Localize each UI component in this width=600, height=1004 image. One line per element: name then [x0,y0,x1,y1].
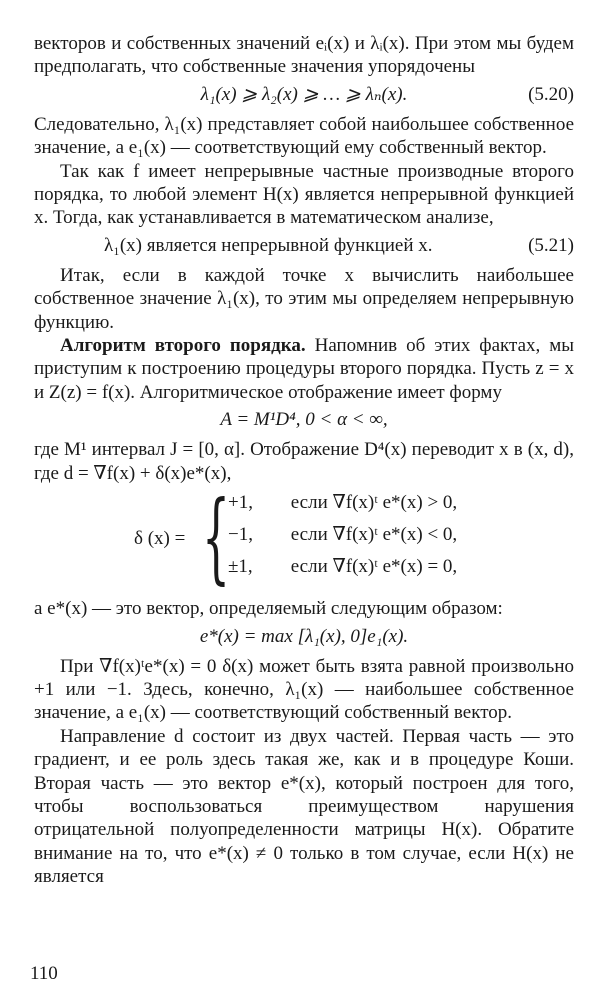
left-brace-icon: { [202,481,231,596]
paragraph-1: векторов и собственных значений eᵢ(x) и λᵢ(x). При этом мы будем предполагать, что собственные значения упорядочены [34,33,574,78]
delta-case-condition: если ∇f(x)ᵗ e*(x) > 0, [290,492,458,514]
delta-case-row [228,491,457,514]
equation-5-21 [34,234,574,260]
delta-case-sign: −1, [228,524,253,546]
paragraph-2: Следовательно, λ₁(x) представляет собой наибольшее собственное значение, а e₁(x) — соответствующий ему собственный вектор. [34,113,574,159]
delta-case-row [228,523,457,546]
section-heading: Алгоритм второго порядка. [60,335,306,357]
paragraph-3: Так как f имеет непрерывные частные производные второго порядка, то любой элемент H(x) является непрерывной функцией x. Тогда, как устанавливается в математическом анализе, [34,160,574,229]
equation-algorithmic-map [34,408,574,434]
delta-case-row [228,555,457,578]
equation-5-21-number: (5.21) [528,234,574,256]
paragraph-9: Направление d состоит из двух частей. Первая часть — это градиент, и ее роль здесь такая же, как и в процедуре Коши. Вторая часть — это вектор e*(x), который построен для того, чтобы воспользоваться преимуществом нарушения отрицательной полуопределенности матрицы H(x). Обратите внимание на то, что e*(x) ≠ 0 только в том случае, если H(x) не является [34,725,574,888]
delta-case-condition: если ∇f(x)ᵗ e*(x) = 0, [290,556,458,578]
page-number: 110 [30,963,58,984]
equation-algorithmic-map-body: A = M¹D⁴, 0 < α < ∞, [220,409,388,431]
delta-case-condition: если ∇f(x)ᵗ e*(x) < 0, [290,524,458,546]
paragraph-5-text: Напомнив об этих фактах, мы приступим к построению процедуры второго порядка. Пусть z = x и Z(z) = f(x). Алгоритмическое отображение имеет форму [34,335,574,403]
equation-5-20-number: (5.20) [528,83,574,105]
paragraph-7: а e*(x) — это вектор, определяемый следующим образом: [34,598,503,620]
delta-case-sign: ±1, [228,556,253,578]
paragraph-8: При ∇f(x)ᵗe*(x) = 0 δ(x) может быть взята равной произвольно +1 или −1. Здесь, конечно, λ₁(x) — наибольшее собственное значение, а e₁(x) — соответствующий собственный вектор. [34,655,574,724]
delta-cases [34,481,574,596]
paragraph-4: Итак, если в каждой точке x вычислить наибольшее собственное значение λ₁(x), то этим мы определяем непрерывную функцию. [34,264,574,333]
delta-cases-lhs: δ (x) = [134,528,186,550]
equation-5-20-body: λ₁(x) ⩾ λ₂(x) ⩾ … ⩾ λₙ(x). [200,83,408,105]
equation-e-star [34,625,574,651]
delta-case-sign: +1, [228,492,253,514]
paragraph-6: где M¹ интервал J = [0, α]. Отображение D⁴(x) переводит x в (x, d), где d = ∇f(x) + δ(x)e*(x), [34,439,574,484]
equation-5-21-body: λ₁(x) является непрерывной функцией x. [104,234,433,256]
paragraph-5 [34,334,574,404]
equation-e-star-body: e*(x) = max [λ₁(x), 0]e₁(x). [199,625,409,647]
equation-5-20 [34,83,574,109]
